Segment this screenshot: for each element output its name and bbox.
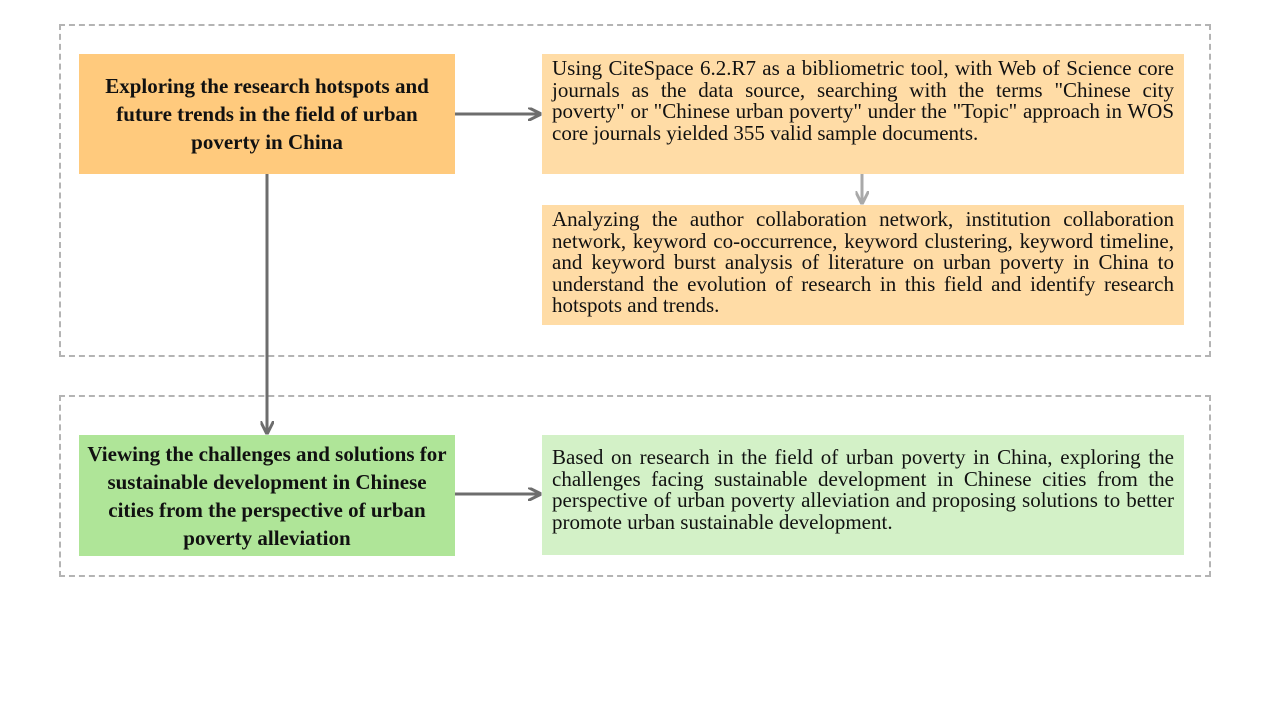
stage1-analysis-text: Analyzing the author collaboration network, institution collaboration network, keyword co-occurrence, keyword clustering, keyword timeline, and keyword burst analysis of literature on urban poverty in China to understand the evolution of research in this field and identify research hotspots and trends.	[552, 207, 1174, 317]
stage1-title: Exploring the research hotspots and future trends in the field of urban poverty in China	[105, 74, 429, 154]
stage2-title: Viewing the challenges and solutions for sustainable development in Chinese cities from the perspective of urban poverty alleviation	[87, 441, 447, 550]
stage2-description-text: Based on research in the field of urban poverty in China, exploring the challenges facing sustainable development in Chinese cities from the perspective of urban poverty alleviation and proposing solutions to better promote urban sustainable development.	[552, 445, 1174, 534]
stage1-method-text: Using CiteSpace 6.2.R7 as a bibliometric tool, with Web of Science core journals as the data source, searching with the terms "Chinese city poverty" or "Chinese urban poverty" under the "Topic" approach in WOS core journals yielded 355 valid sample documents.	[552, 56, 1174, 145]
